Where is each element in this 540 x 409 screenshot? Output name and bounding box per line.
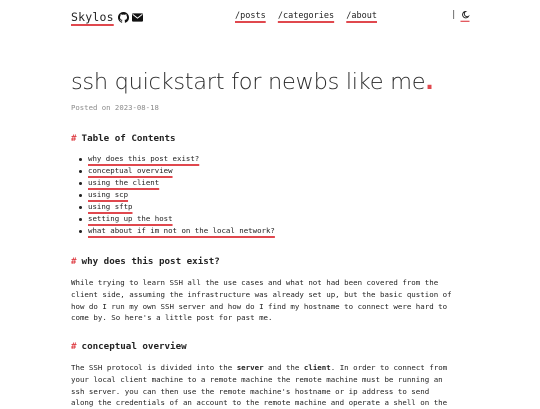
mail-icon[interactable] <box>132 12 143 23</box>
toc-item <box>79 165 275 177</box>
bold-client: client <box>303 363 331 372</box>
post-date: Posted on 2023-08-18 <box>71 103 159 112</box>
toc-link-remote[interactable]: what about if im not on the local network? <box>88 226 275 235</box>
paragraph-why <box>71 277 471 324</box>
paragraph-line: While trying to learn SSH all the use cases and what not had been covered from the <box>71 278 439 287</box>
paragraph-line: ssh server. you can then use the remote machine's hostname or ip address to send <box>71 386 430 396</box>
toc-link-sftp[interactable]: using sftp <box>88 202 133 211</box>
paragraph-line: your local client machine to a remote machine the remote machine must be running an <box>71 374 443 384</box>
toc-link-scp[interactable]: using scp <box>88 190 129 199</box>
heading-hash-marker: # <box>71 256 77 267</box>
paragraph-line: The SSH protocol is divided into the server and the client. In order to connect from <box>71 363 448 372</box>
toc-heading: # Table of Contents <box>71 133 176 144</box>
bold-server: server <box>236 363 264 372</box>
paragraph-line: along the credentials of an account to the remote machine and operate a shell on the <box>71 398 448 408</box>
paragraph-line: client side, assuming the infrastructure was already set up, but the basic qustion of <box>71 289 452 299</box>
main-nav <box>235 11 384 21</box>
theme-toggle-icon[interactable] <box>460 10 470 22</box>
paragraph-overview <box>71 362 471 409</box>
heading-hash-marker: # <box>71 341 77 352</box>
nav-separator: | <box>451 10 457 20</box>
post-title: ssh quickstart for newbs like me. <box>71 69 434 95</box>
heading-hash-marker: # <box>71 133 77 144</box>
toc-item <box>79 201 275 213</box>
toc-item <box>79 213 275 225</box>
toc-item <box>79 189 275 201</box>
toc-link-overview[interactable]: conceptual overview <box>88 166 173 175</box>
section-heading-overview: # conceptual overview <box>71 341 187 352</box>
title-accent-dot: . <box>425 69 434 95</box>
site-title-link[interactable]: Skylos <box>71 10 114 24</box>
toc-item <box>79 177 275 189</box>
nav-posts[interactable]: /posts <box>235 11 266 21</box>
paragraph-line: how do I run my own SSH server and how do I find my hostname to connect were hard to <box>71 301 448 311</box>
toc-item <box>79 153 275 165</box>
toc-link-client[interactable]: using the client <box>88 178 160 187</box>
table-of-contents <box>79 153 275 237</box>
nav-about[interactable]: /about <box>346 11 377 21</box>
toc-item <box>79 225 275 237</box>
toc-link-host[interactable]: setting up the host <box>88 214 173 223</box>
github-icon[interactable] <box>118 12 129 23</box>
toc-link-why[interactable]: why does this post exist? <box>88 154 200 163</box>
site-header <box>71 10 469 26</box>
section-heading-why: # why does this post exist? <box>71 256 220 267</box>
paragraph-line: come by. So here's a little post for past me. <box>71 313 273 323</box>
nav-categories[interactable]: /categories <box>277 11 335 21</box>
